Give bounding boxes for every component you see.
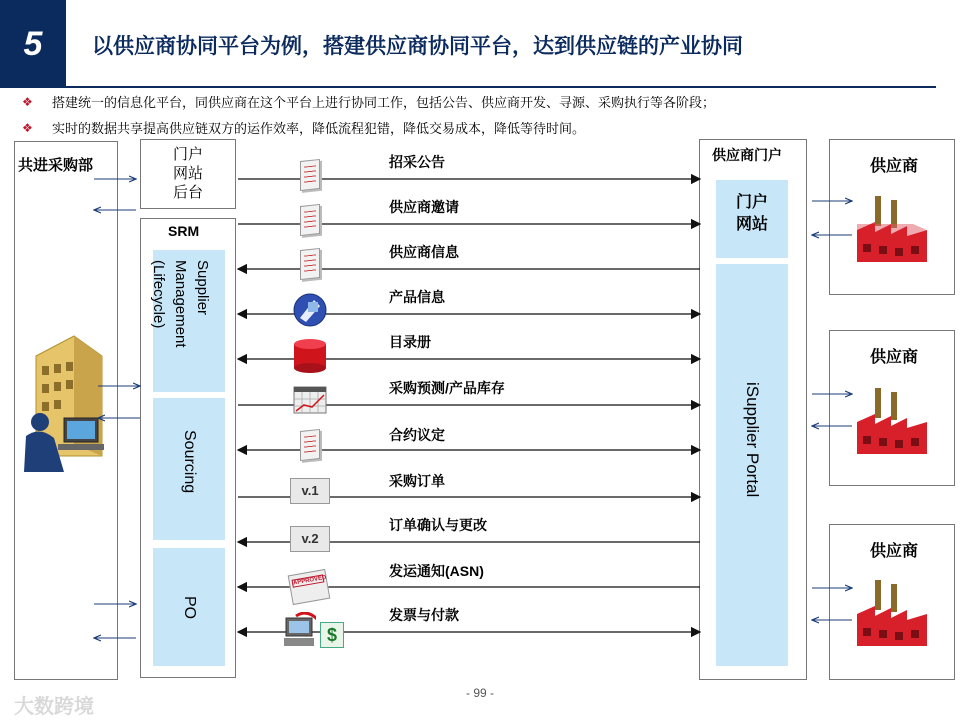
- watermark-text: 大数跨境: [14, 696, 94, 718]
- flow-label-product-info: 产品信息: [389, 289, 445, 305]
- supplier-title: 供应商: [870, 543, 919, 560]
- section-number: 5: [0, 0, 66, 88]
- bullet-text: 搭建统一的信息化平台，同供应商在这个平台上进行协同工作，包括公告、供应商开发、寻源、采购执行等各阶段；: [52, 95, 716, 110]
- diamond-bullet-icon: ❖: [22, 94, 33, 109]
- flow-label-contract: 合约议定: [389, 427, 445, 443]
- document-icon: [300, 429, 320, 461]
- computer-payment-icon: [282, 612, 316, 650]
- sourcing-label: Sourcing: [181, 430, 198, 494]
- isupplier-portal-label: iSupplier Portal: [743, 382, 762, 498]
- srm-title: SRM: [168, 223, 200, 239]
- page-title: 以供应商协同平台为例，搭建供应商协同平台，达到供应链的产业协同: [92, 35, 743, 58]
- document-icon: [300, 204, 320, 236]
- supplier-title: 供应商: [870, 158, 919, 175]
- flow-label-forecast: 采购预测/产品库存: [389, 380, 505, 396]
- page-number: - 99 -: [466, 686, 495, 700]
- spreadsheet-icon: [292, 383, 328, 417]
- flow-label-asn: 发运通知(ASN): [389, 563, 484, 579]
- version-icon: v.1: [290, 478, 330, 504]
- supplier-management-label: Supplier Management (Lifecycle): [150, 260, 211, 348]
- flow-label-purchase-order: 采购订单: [389, 473, 445, 489]
- flow-label-supplier-invite: 供应商邀请: [389, 199, 459, 215]
- document-icon: [300, 159, 320, 191]
- flow-label-order-confirm: 订单确认与更改: [389, 517, 487, 533]
- procurement-dept-title: 共进采购部: [18, 157, 94, 174]
- globe-icon: [292, 292, 328, 328]
- portal-site-line: 网站: [735, 216, 768, 233]
- dollar-document-icon: $: [320, 622, 344, 648]
- portal-site-line: 门户: [735, 194, 768, 211]
- bullet-text: 实时的数据共享提高供应链双方的运作效率，降低流程犯错，降低交易成本，降低等待时间。: [52, 121, 586, 136]
- po-label: PO: [181, 596, 198, 620]
- document-icon: [300, 248, 320, 280]
- supplier-title: 供应商: [870, 349, 919, 366]
- portal-backend-line: 后台: [172, 184, 203, 201]
- flow-label-supplier-info: 供应商信息: [389, 244, 459, 260]
- supplier-portal-title: 供应商门户: [712, 147, 782, 163]
- version-icon: v.2: [290, 526, 330, 552]
- flow-label-invoice: 发票与付款: [389, 607, 459, 623]
- flow-label-tender-notice: 招采公告: [389, 154, 445, 170]
- database-icon: [292, 338, 328, 374]
- approved-stamp: APPROVED: [292, 574, 327, 587]
- flow-label-catalog: 目录册: [389, 334, 431, 350]
- portal-backend-line: 网站: [172, 165, 203, 182]
- diamond-bullet-icon: ❖: [22, 120, 33, 135]
- portal-backend-line: 门户: [172, 146, 203, 163]
